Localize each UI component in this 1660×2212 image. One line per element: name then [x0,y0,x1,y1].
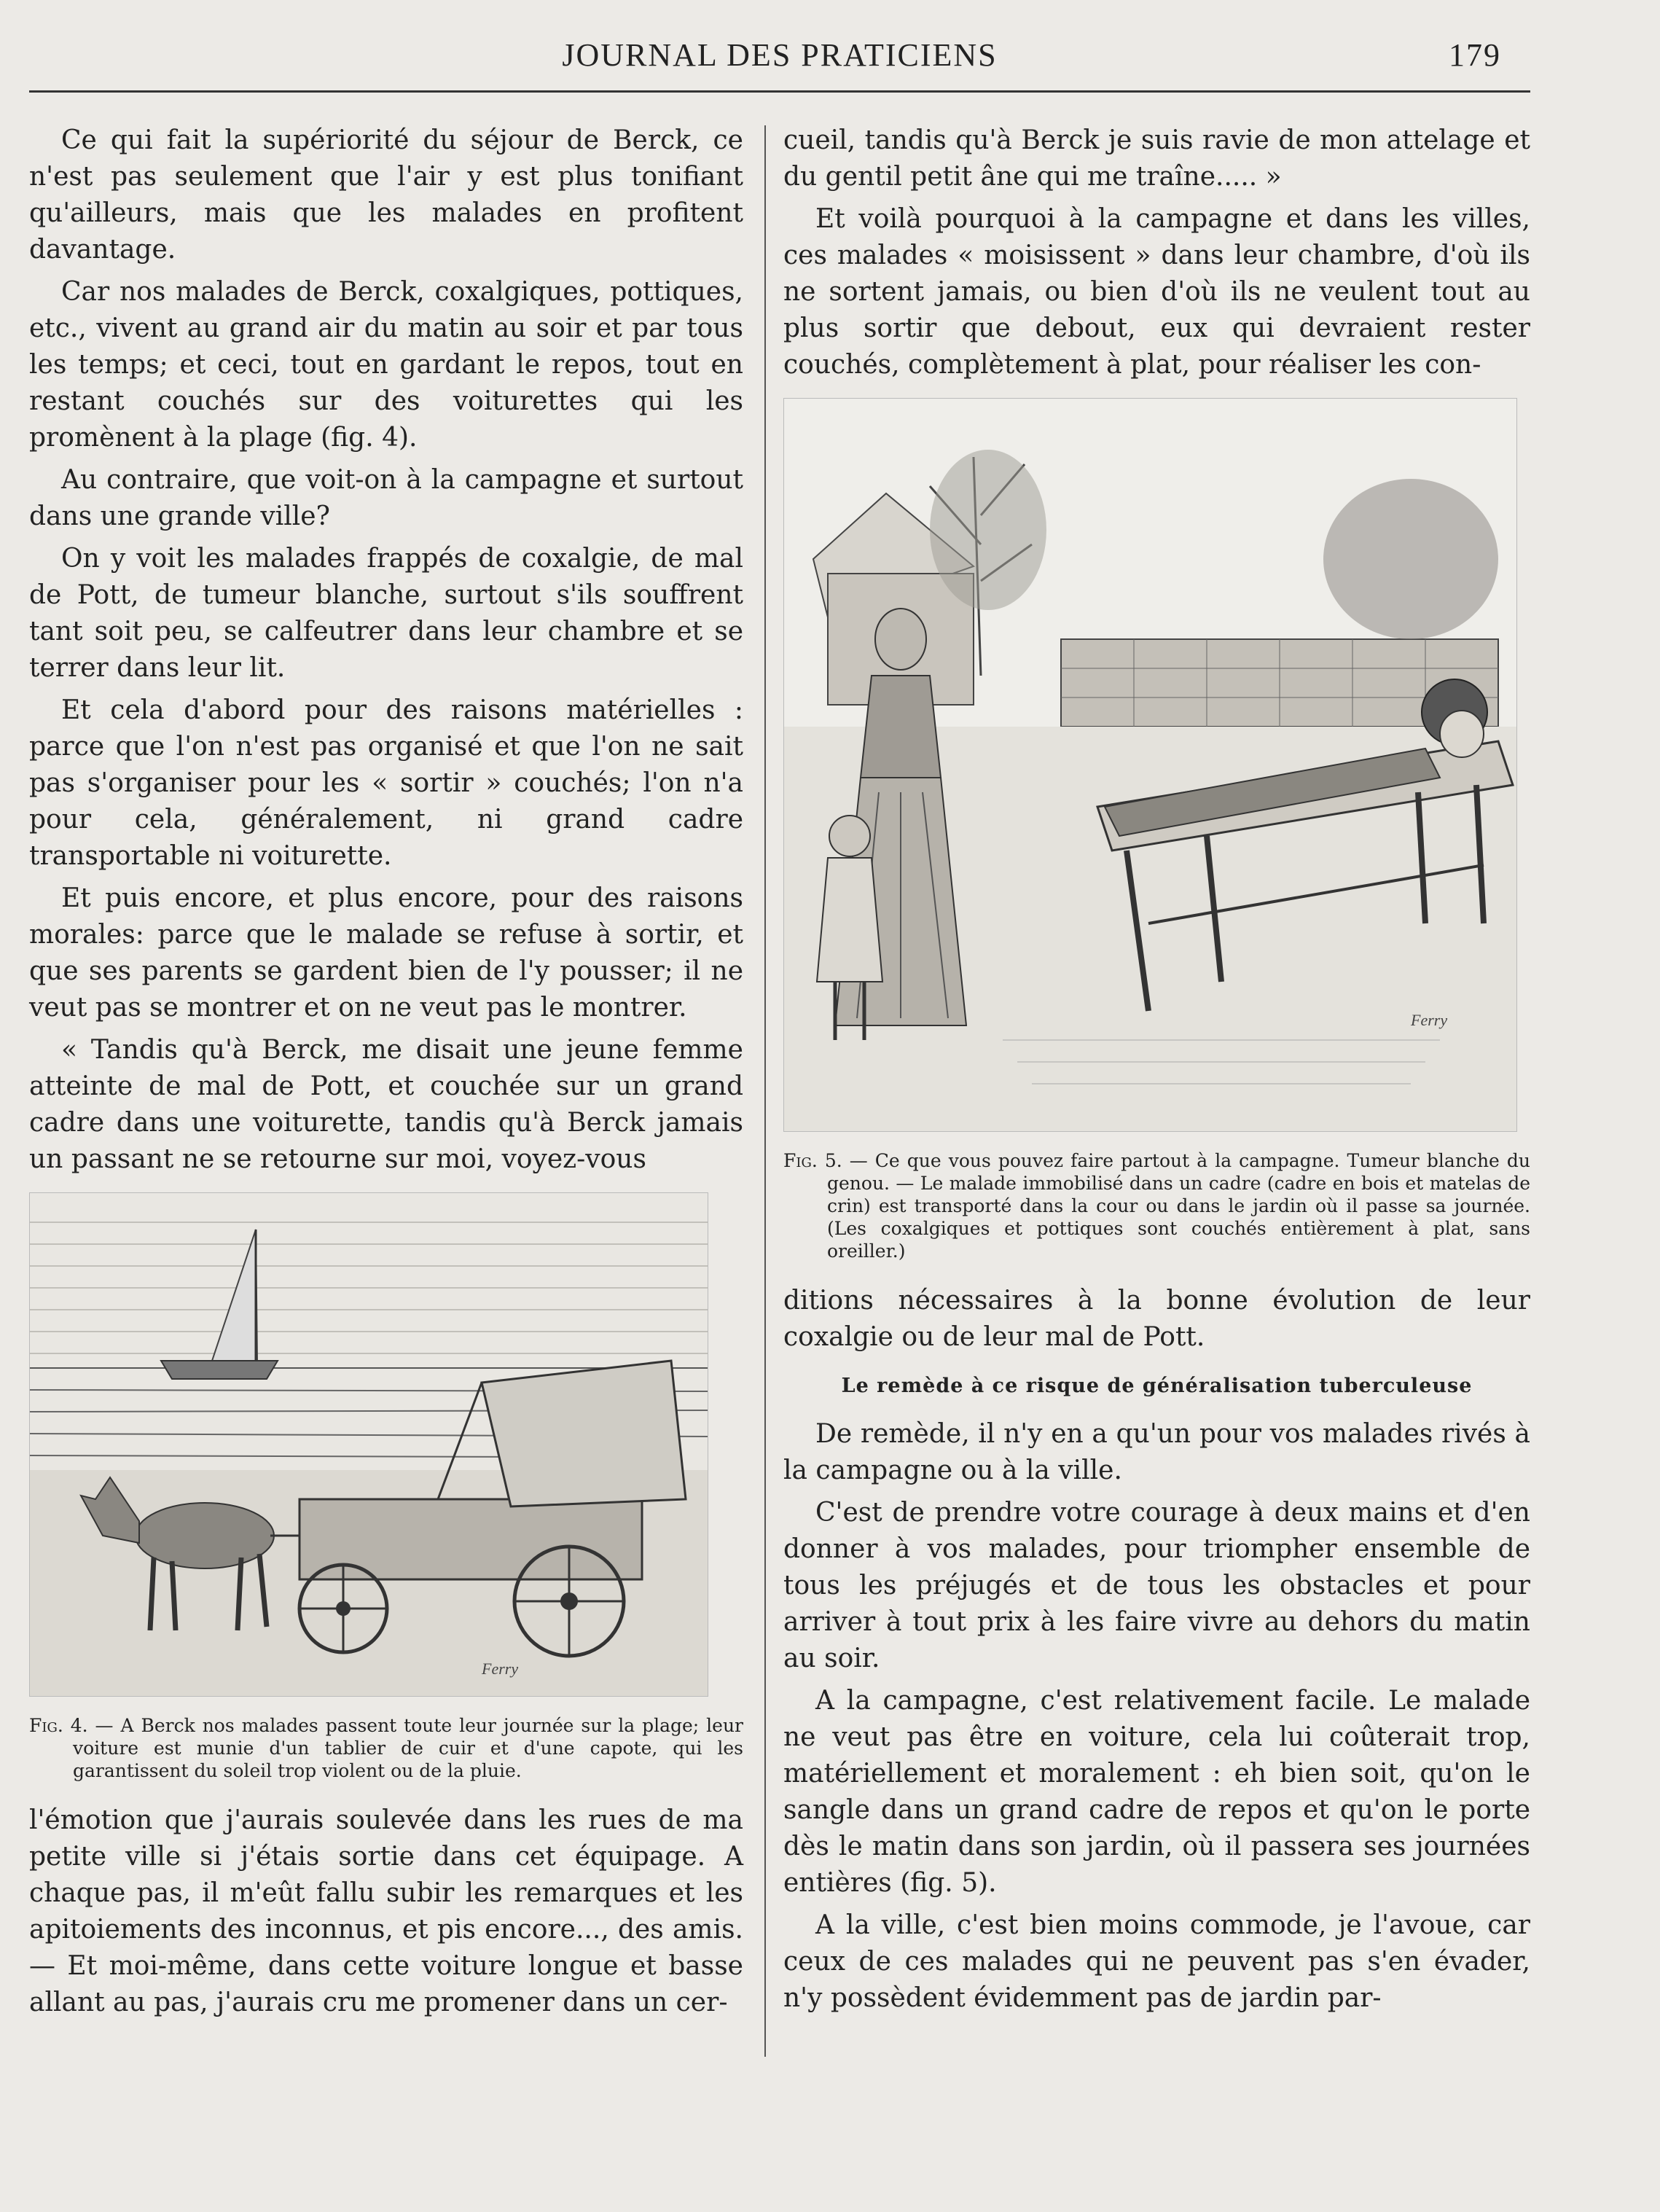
artist-signature: Ferry [482,1660,519,1678]
paragraph: Ce qui fait la supériorité du séjour de Berck, ce n'est pas seulement que l'air y est plus tonifiant qu'ailleurs, mais que les malades en profitent davantage. [29,125,743,265]
right-column [783,122,1530,2023]
header-rule [29,90,1530,93]
figure-4-caption [29,1714,743,1782]
paragraph: Et puis encore, et plus encore, pour des raisons morales: parce que le malade se refuse à sortir, et que ses parents se gardent bien de l'y pousser; il ne veut pas se montrer et on ne veut pas le montrer. [29,883,743,1023]
section-heading: Le remède à ce risque de généralisation tuberculeuse [841,1375,1473,1397]
paragraph: ditions nécessaires à la bonne évolution de leur coxalgie ou de leur mal de Pott. [783,1286,1530,1352]
figure-4-caption-text: — A Berck nos malades passent toute leur journée sur la plage; leur voiture est munie d'un tablier de cuir et d'une capote, qui les garantissent du soleil trop violent ou de la pluie. [73,1715,744,1781]
paragraph: On y voit les malades frappés de coxalgie, de mal de Pott, de tumeur blanche, surtout s'ils souffrent tant soit peu, se calfeutrer dans leur chambre et se terrer dans leur lit. [29,544,743,683]
column-rule [764,125,766,2057]
artist-signature: Ferry [1411,1011,1448,1029]
figure-4-label: Fig. 4. [29,1715,88,1736]
paragraph: A la campagne, c'est relativement facile. Le malade ne veut pas être en voiture, cela lui coûterait trop, matériellement et moralement : eh bien soit, qu'on le sangle dans un grand cadre de repos et qu'on le porte dès le matin dans son jardin, où il passera ses journées entières (fig. 5). [783,1686,1530,1898]
journal-title: JOURNAL DES PRATICIENS [562,37,998,73]
paragraph: cueil, tandis qu'à Berck je suis ravie de mon attelage et du gentil petit âne qui me traîne..... » [783,125,1530,192]
paragraph: C'est de prendre votre courage à deux mains et d'en donner à vos malades, pour triompher ensemble de tous les préjugés et de tous les obstacles et pour arriver à tout prix à les faire vivre au dehors du matin au soir. [783,1498,1530,1673]
paragraph: Et cela d'abord pour des raisons matérielles : parce que l'on n'est pas organisé et que l'on ne sait pas s'organiser pour les « sortir » couchés; l'on n'a pour cela, généralement, ni grand cadre transportable ni voiturette. [29,695,743,871]
figure-5-illustration [783,398,1517,1132]
running-head [29,29,1530,80]
beach-cart-engraving [30,1193,708,1696]
figure-5-caption-text: — Ce que vous pouvez faire partout à la campagne. Tumeur blanche du genou. — Le malade immobilisé dans un cadre (cadre en bois et matelas de crin) est transporté dans la cour ou dans le jardin où il passe sa journée. (Les coxalgiques et pottiques sont couchés entièrement à plat, sans oreiller.) [827,1150,1530,1262]
figure-5-caption [783,1149,1530,1262]
paragraph: De remède, il n'y en a qu'un pour vos malades rivés à la campagne ou à la ville. [783,1419,1530,1485]
left-column [29,122,743,2027]
figure-5-label: Fig. 5. [783,1150,842,1171]
paragraph: Et voilà pourquoi à la campagne et dans les villes, ces malades « moisissent » dans leur chambre, d'où ils ne sortent jamais, ou bien d'où ils ne veulent tout au plus sortir que debout, eux qui devraient rester couchés, complètement à plat, pour réaliser les con- [783,204,1530,380]
paragraph: l'émotion que j'aurais soulevée dans les rues de ma petite ville si j'étais sortie dans cet équipage. A chaque pas, il m'eût fallu subir les remarques et les apitoiements des inconnus, et pis encore..., des amis. — Et moi-même, dans cette voiture longue et basse allant au pas, j'aurais cru me promener dans un cer- [29,1805,743,2017]
figure-4-illustration [29,1192,708,1697]
paragraph: Car nos malades de Berck, coxalgiques, pottiques, etc., vivent au grand air du matin au soir et par tous les temps; et ceci, tout en gardant le repos, tout en restant couchés sur des voiturettes qui les promènent à la plage (fig. 4). [29,277,743,453]
page-number: 179 [1449,37,1501,73]
paragraph: A la ville, c'est bien moins commode, je l'avoue, car ceux de ces malades qui ne peuvent pas s'en évader, n'y possèdent évidemment pas de jardin par- [783,1910,1530,2013]
paragraph: Au contraire, que voit-on à la campagne et surtout dans une grande ville? [29,465,743,531]
garden-bed-engraving [784,399,1516,1131]
paragraph: « Tandis qu'à Berck, me disait une jeune femme atteinte de mal de Pott, et couchée sur un grand cadre dans une voiturette, tandis qu'à Berck jamais un passant ne se retourne sur moi, voyez-vous [29,1035,743,1174]
